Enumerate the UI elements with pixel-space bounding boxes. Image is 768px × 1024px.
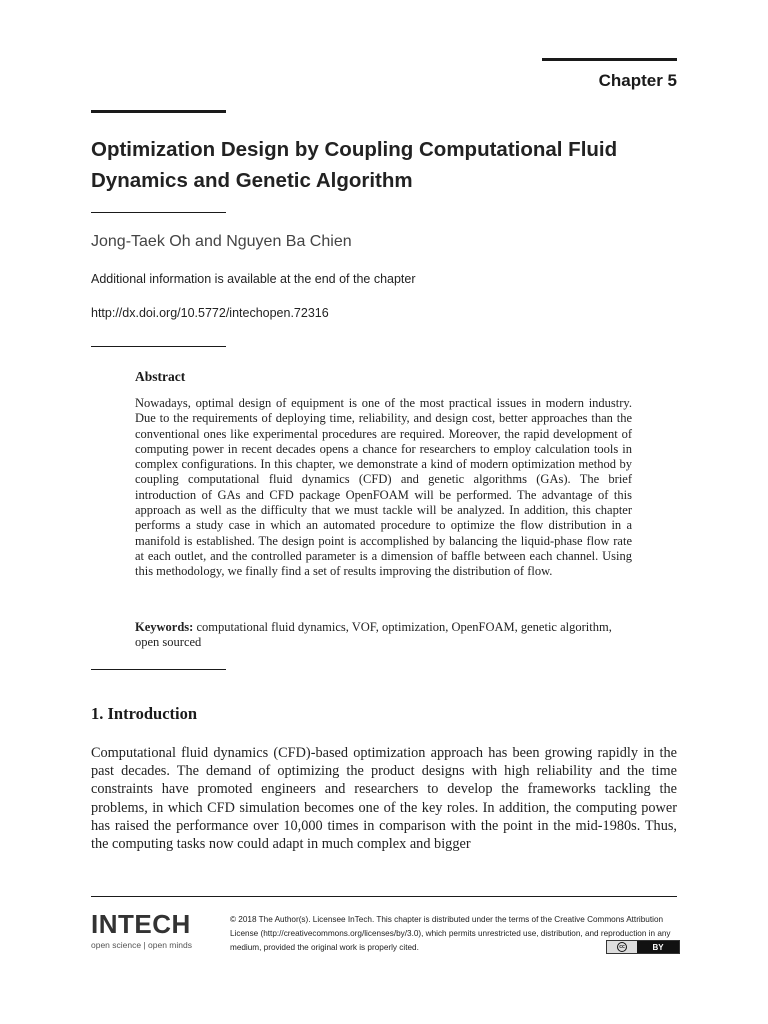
doi-link[interactable]: http://dx.doi.org/10.5772/intechopen.72316 [91,306,329,320]
chapter-title: Optimization Design by Coupling Computational Fluid Dynamics and Genetic Algorithm [91,138,618,192]
author-list: Jong-Taek Oh and Nguyen Ba Chien [91,233,352,250]
keywords-label: Keywords: [135,620,194,634]
chapter-label: Chapter 5 [598,71,677,90]
intech-logo: INTECH [91,909,191,939]
cc-circle-icon [617,942,627,952]
title-rule [91,110,226,113]
abstract-divider-top [91,346,226,347]
cc-badge-left-text: cc [619,944,625,950]
introduction-body: Computational fluid dynamics (CFD)-based optimization approach has been growing rapidly in the past decades. The demand of optimizing the product designs with high reliability and the time constraints have promoted engineers and researchers to develop the frameworks tackling the problems, in which CFD simulation becomes one of the key roles. In addition, the computing power has raised the performance over 10,000 times in comparison with the point in the mid-1980s. Thus, the computing tasks now could adapt in much complex and bigger [91,745,677,853]
title-divider [91,212,226,213]
keywords [135,620,632,651]
abstract-heading: Abstract [135,369,186,384]
chapter-rule [542,58,677,61]
abstract-body: Nowadays, optimal design of equipment is one of the most practical issues in modern industry. Due to the requirements of deploying time, reliability, and design cost, better approaches than the conventional ones like experimental procedures are required. Moreover, the rapid development of computing power in recent decades opens a chance for researchers to employ calculation tools in complex configurations. In this chapter, we demonstrate a kind of modern optimization method by coupling computational fluid dynamics (CFD) and genetic algorithms (GAs). The brief introduction of GAs and CFD package OpenFOAM will be performed. The advantage of this approach as well as the difficulty that we must tackle will be analyzed. In addition, this chapter performs a study case in which an automated procedure to optimize the flow distribution in a manifold is established. The design point is accomplished by balancing the liquid-phase flow rate at each outlet, and the controlled parameter is a dimension of baffle between each channel. Using this methodology, we finally find a set of results improving the distribution of flow. [135,396,632,579]
additional-info: Additional information is available at the end of the chapter [91,272,416,286]
abstract-divider-bottom [91,669,226,670]
cc-by-badge-icon[interactable] [606,940,680,954]
intech-tagline: open science | open minds [91,940,192,950]
cc-badge-left [607,941,637,953]
section-heading-introduction: 1. Introduction [91,704,198,723]
license-text: © 2018 The Author(s). Licensee InTech. This chapter is distributed under the terms of the Creative Commons Attribution License (http://creativecommons.org/licenses/by/3.0), which permits unrestricted use, distribution, and reproduction in any medium, provided the original work is properly cited. [230,915,671,952]
footer-rule [91,896,677,897]
cc-badge-by: BY [637,941,679,953]
keywords-list: computational fluid dynamics, VOF, optimization, OpenFOAM, genetic algorithm, open sourced [135,620,612,650]
